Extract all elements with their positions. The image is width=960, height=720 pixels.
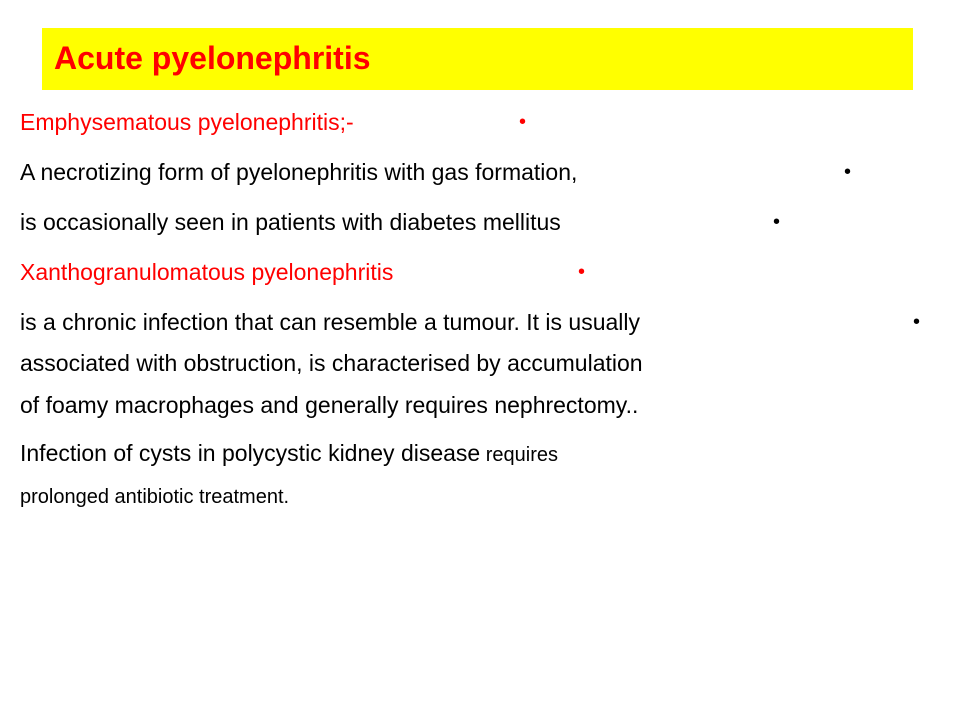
text-chronic-infection: is a chronic infection that can resemble a tumour. It is usually [20, 309, 641, 335]
text-cysts-main: Infection of cysts in polycystic kidney disease [20, 440, 481, 466]
text-cysts-small: requires [480, 444, 559, 466]
text-foamy-macrophages: of foamy macrophages and generally requires nephrectomy.. [20, 392, 639, 418]
heading-emphysematous: Emphysematous pyelonephritis;- [20, 109, 354, 135]
text-cysts-infection [20, 438, 558, 470]
text-diabetes: is occasionally seen in patients with diabetes mellitus [20, 209, 561, 235]
text-antibiotic: prolonged antibiotic treatment. [20, 486, 290, 508]
text-obstruction: associated with obstruction, is characterised by accumulation [20, 350, 643, 376]
bullet-4: • [578, 261, 586, 283]
title-bar [42, 28, 913, 90]
heading-xanthogranulomatous: Xanthogranulomatous pyelonephritis [20, 259, 394, 285]
bullet-2: • [844, 161, 852, 183]
bullet-5: • [913, 311, 921, 333]
bullet-1: • [519, 111, 527, 133]
bullet-3: • [773, 211, 781, 233]
text-necrotizing: A necrotizing form of pyelonephritis with gas formation, [20, 159, 578, 185]
slide-title: Acute pyelonephritis [54, 40, 371, 76]
